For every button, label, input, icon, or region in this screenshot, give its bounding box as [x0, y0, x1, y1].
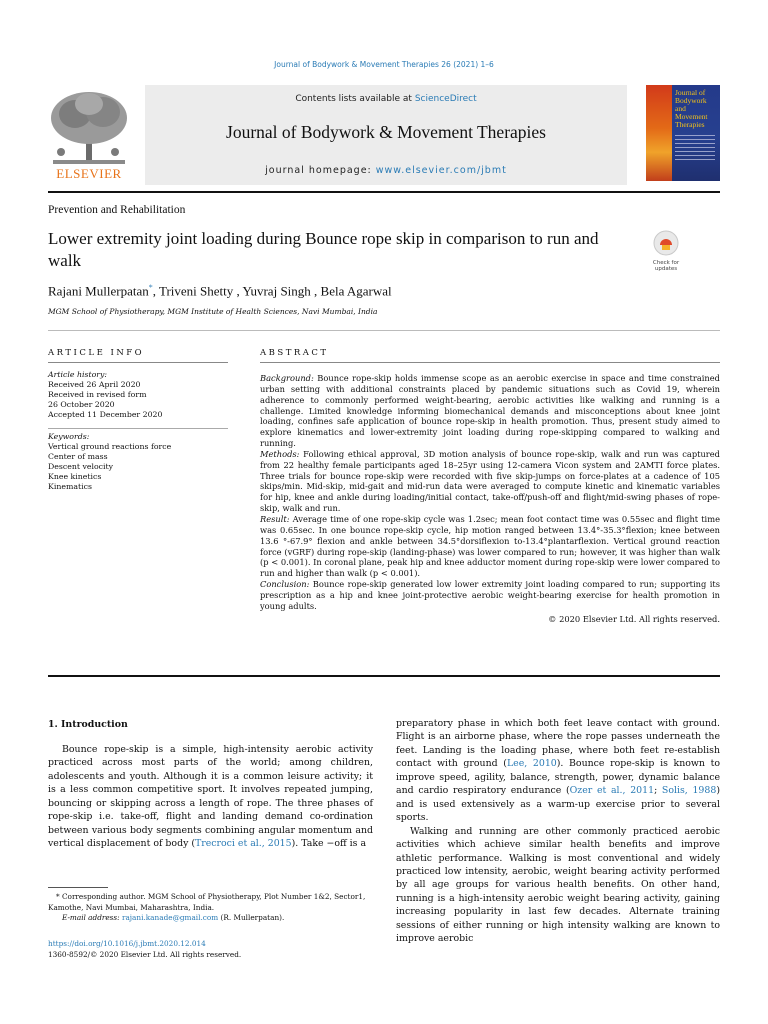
history-item: Received in revised form	[48, 390, 147, 399]
citation-link[interactable]: Lee, 2010	[506, 758, 557, 770]
abstract-end-rule	[48, 675, 720, 677]
sciencedirect-link[interactable]: ScienceDirect	[414, 94, 477, 104]
corresponding-mark[interactable]: *	[148, 283, 153, 292]
affiliation: MGM School of Physiotherapy, MGM Institute of Health Sciences, Navi Mumbai, India	[48, 307, 378, 316]
affiliation-rule	[48, 330, 720, 331]
cover-art-strip	[646, 85, 672, 181]
article-info-rule	[48, 362, 228, 363]
contents-prefix: Contents lists available at	[295, 94, 415, 104]
doi-link[interactable]: https://doi.org/10.1016/j.jbmt.2020.12.014	[48, 939, 206, 948]
history-item: 26 October 2020	[48, 400, 115, 409]
introduction-heading: 1. Introduction	[48, 719, 128, 730]
author-others: , Triveni Shetty , Yuvraj Singh , Bela Agarwal	[152, 283, 392, 299]
citation-link[interactable]: Ozer et al., 2011	[569, 785, 655, 797]
abstract-result	[260, 514, 720, 579]
article-title: Lower extremity joint loading during Bounce rope skip in comparison to run and walk	[48, 229, 599, 270]
journal-homepage-line	[145, 165, 627, 176]
background-text: Bounce rope-skip holds immense scope as an aerobic exercise in space and time constrained urban setting with additional constraints placed by pandemic situations such as Covid 19, wherein adherence to commonly performed weight-bearing, aerobic activities like walking and running is a challenge. Limited knowledge informing biomechanical demands and misconceptions about knee joint loading, confines safe application of bounce rope-skip in health promotion. Thus, present study aimed to explore kinematics and lower-extremity joint loading during rope-skipping compared to walking and running.	[260, 373, 720, 449]
keyword-item: Descent velocity	[48, 462, 114, 471]
intro-paragraph: Walking and running are other commonly practiced aerobic activities which achieve similar health benefits and improve athletic performance. Walking is most conventional and widely practiced low intensity, aerobic, weight bearing activity performed by all age groups for various health benefits. On other hand, running is a high-intensity aerobic weight bearing activity, gaining increasing popularity in last few decades. Alternate training sessions of either running or high intensity walking are known to improve aerobic	[396, 825, 720, 945]
intro-text: preparatory phase in which both feet leave contact with ground. Flight is an airborne phase, where the rope passes underneath the feet. Landing is the loading phase, where both feet re-establish contact with ground (	[396, 718, 720, 770]
email-line	[48, 913, 373, 924]
elsevier-logo-text: ELSEVIER	[56, 166, 122, 181]
article-section-label: Prevention and Rehabilitation	[48, 204, 186, 216]
conclusion-text: Bounce rope-skip generated low lower extremity joint loading compared to run; supporting its prescription as a hip and knee joint-protective aerobic weight-bearing exercise for health promotion in young adults.	[260, 579, 720, 611]
citation-separator: ;	[654, 785, 662, 797]
intro-text: Bounce rope-skip is a simple, high-intensity aerobic activity practiced across most parts of the world; among children, adolescents and youth. Although it is a common leisure activity; it is a less common competitive sport. It involves repeated jumping, bouncing or skipping across a length of rope. The three phases of rope-skip i.e. take-off, flight and landing demand co-ordination between various body segments combining angular momentum and vertical displacement of body (	[48, 744, 373, 850]
citation-link[interactable]: Solis, 1988	[661, 785, 717, 797]
abstract-heading: ABSTRACT	[260, 348, 329, 358]
issn-line: 1360-8592/© 2020 Elsevier Ltd. All rights reserved.	[48, 950, 242, 959]
methods-label: Methods:	[260, 448, 300, 459]
keyword-item: Knee kinetics	[48, 472, 102, 481]
keyword-item: Kinematics	[48, 482, 92, 491]
email-owner: (R. Mullerpatan).	[218, 913, 285, 922]
history-label: Article history:	[48, 370, 108, 379]
journal-title: Journal of Bodywork & Movement Therapies	[226, 122, 546, 142]
intro-text: ). Bounce rope-skip is known to improve speed, agility, balance, strength, power, dynamic balance and cardio respiratory endurance (	[396, 758, 721, 797]
article-info-heading: ARTICLE INFO	[48, 348, 145, 358]
history-item: Accepted 11 December 2020	[48, 410, 163, 419]
intro-text: ) and is used extensively as a warm-up exercise prior to several sports.	[396, 785, 720, 824]
right-column-text	[396, 717, 720, 946]
abstract-background	[260, 373, 720, 449]
abstract-rule	[260, 362, 720, 363]
homepage-prefix: journal homepage:	[265, 165, 376, 176]
methods-text: Following ethical approval, 3D motion analysis of bounce rope-skip, walk and run was captured from 22 healthy female participants aged 18–25yr using 12-camera Vicon system and 2AMTI force plates. Three trials for bounce rope-skip were recorded with five skip-jumps on force-plates at a cadence of 105 skips/min. Mid-skip, mid-gait and mid-run data were averaged to compute kinetic and kinematic variables for hip, knee and ankle during loading/initial contact, take-off/push-off and flight/mid-swing phases of rope-skip, walk and run.	[260, 448, 720, 514]
intro-text: ). Take −off is a	[291, 838, 367, 850]
keywords-label: Keywords:	[48, 432, 90, 441]
email-link[interactable]: rajani.kanade@gmail.com	[121, 913, 219, 922]
background-label: Background:	[260, 373, 314, 383]
keywords-rule	[48, 428, 228, 429]
contents-line	[145, 94, 627, 104]
left-column-text	[48, 743, 373, 851]
cover-title: Journal of Bodywork and Movement Therapies	[675, 88, 708, 129]
check-updates-icon	[653, 230, 679, 256]
result-label: Result:	[260, 513, 290, 524]
citation-link[interactable]: Trecroci et al., 2015	[195, 838, 292, 850]
result-text: Average time of one rope-skip cycle was 1.2sec; mean foot contact time was 0.55sec and flight time was 0.65sec. In one bounce rope-skip cycle, hip motion ranged between 13.4°-35.3°flexion; knee between 13.6 °-67.9° flexion and ankle between 34.5°dorsiflexion to-13.4°plantarflexion. Vertical ground reaction force (vGRF) during rope-skip (landing-phase) was lower compared to run; however, it was higher than walk (p < 0.001). In coronal plane, peak hip and knee adductor moment during rope-skip were lower compared to run and higher than walk (p < 0.001).	[260, 513, 720, 579]
author-first[interactable]: Rajani Mullerpatan	[48, 283, 149, 299]
intro-paragraph	[396, 717, 720, 825]
email-label: E-mail address:	[62, 913, 122, 922]
footnote-rule	[48, 887, 108, 888]
tree-icon	[45, 90, 133, 166]
history-item: Received 26 April 2020	[48, 380, 141, 389]
abstract-conclusion	[260, 579, 720, 612]
abstract-methods	[260, 449, 720, 514]
corresponding-author-note: * Corresponding author. MGM School of Physiotherapy, Plot Number 1&2, Sector1, Kamothe, Navi Mumbai, Maharashtra, India.	[48, 892, 366, 912]
header-rule	[48, 191, 720, 193]
abstract-body	[260, 373, 720, 624]
keyword-item: Vertical ground reactions force	[48, 442, 172, 451]
keyword-item: Center of mass	[48, 452, 108, 461]
footnote	[48, 892, 373, 924]
check-for-updates-button[interactable]	[646, 230, 686, 272]
journal-cover-thumbnail[interactable]	[646, 85, 720, 181]
homepage-link[interactable]: www.elsevier.com/jbmt	[375, 165, 507, 176]
author-list	[48, 283, 392, 299]
cover-text-lines	[675, 135, 715, 163]
conclusion-label: Conclusion:	[260, 579, 310, 590]
doi-block	[48, 938, 241, 960]
intro-paragraph	[48, 743, 373, 851]
abstract-copyright: © 2020 Elsevier Ltd. All rights reserved.	[548, 613, 720, 624]
check-updates-label: Check for updates	[652, 260, 680, 272]
running-head[interactable]: Journal of Bodywork & Movement Therapies 26 (2021) 1–6	[274, 60, 494, 69]
article-info-panel	[48, 370, 228, 492]
